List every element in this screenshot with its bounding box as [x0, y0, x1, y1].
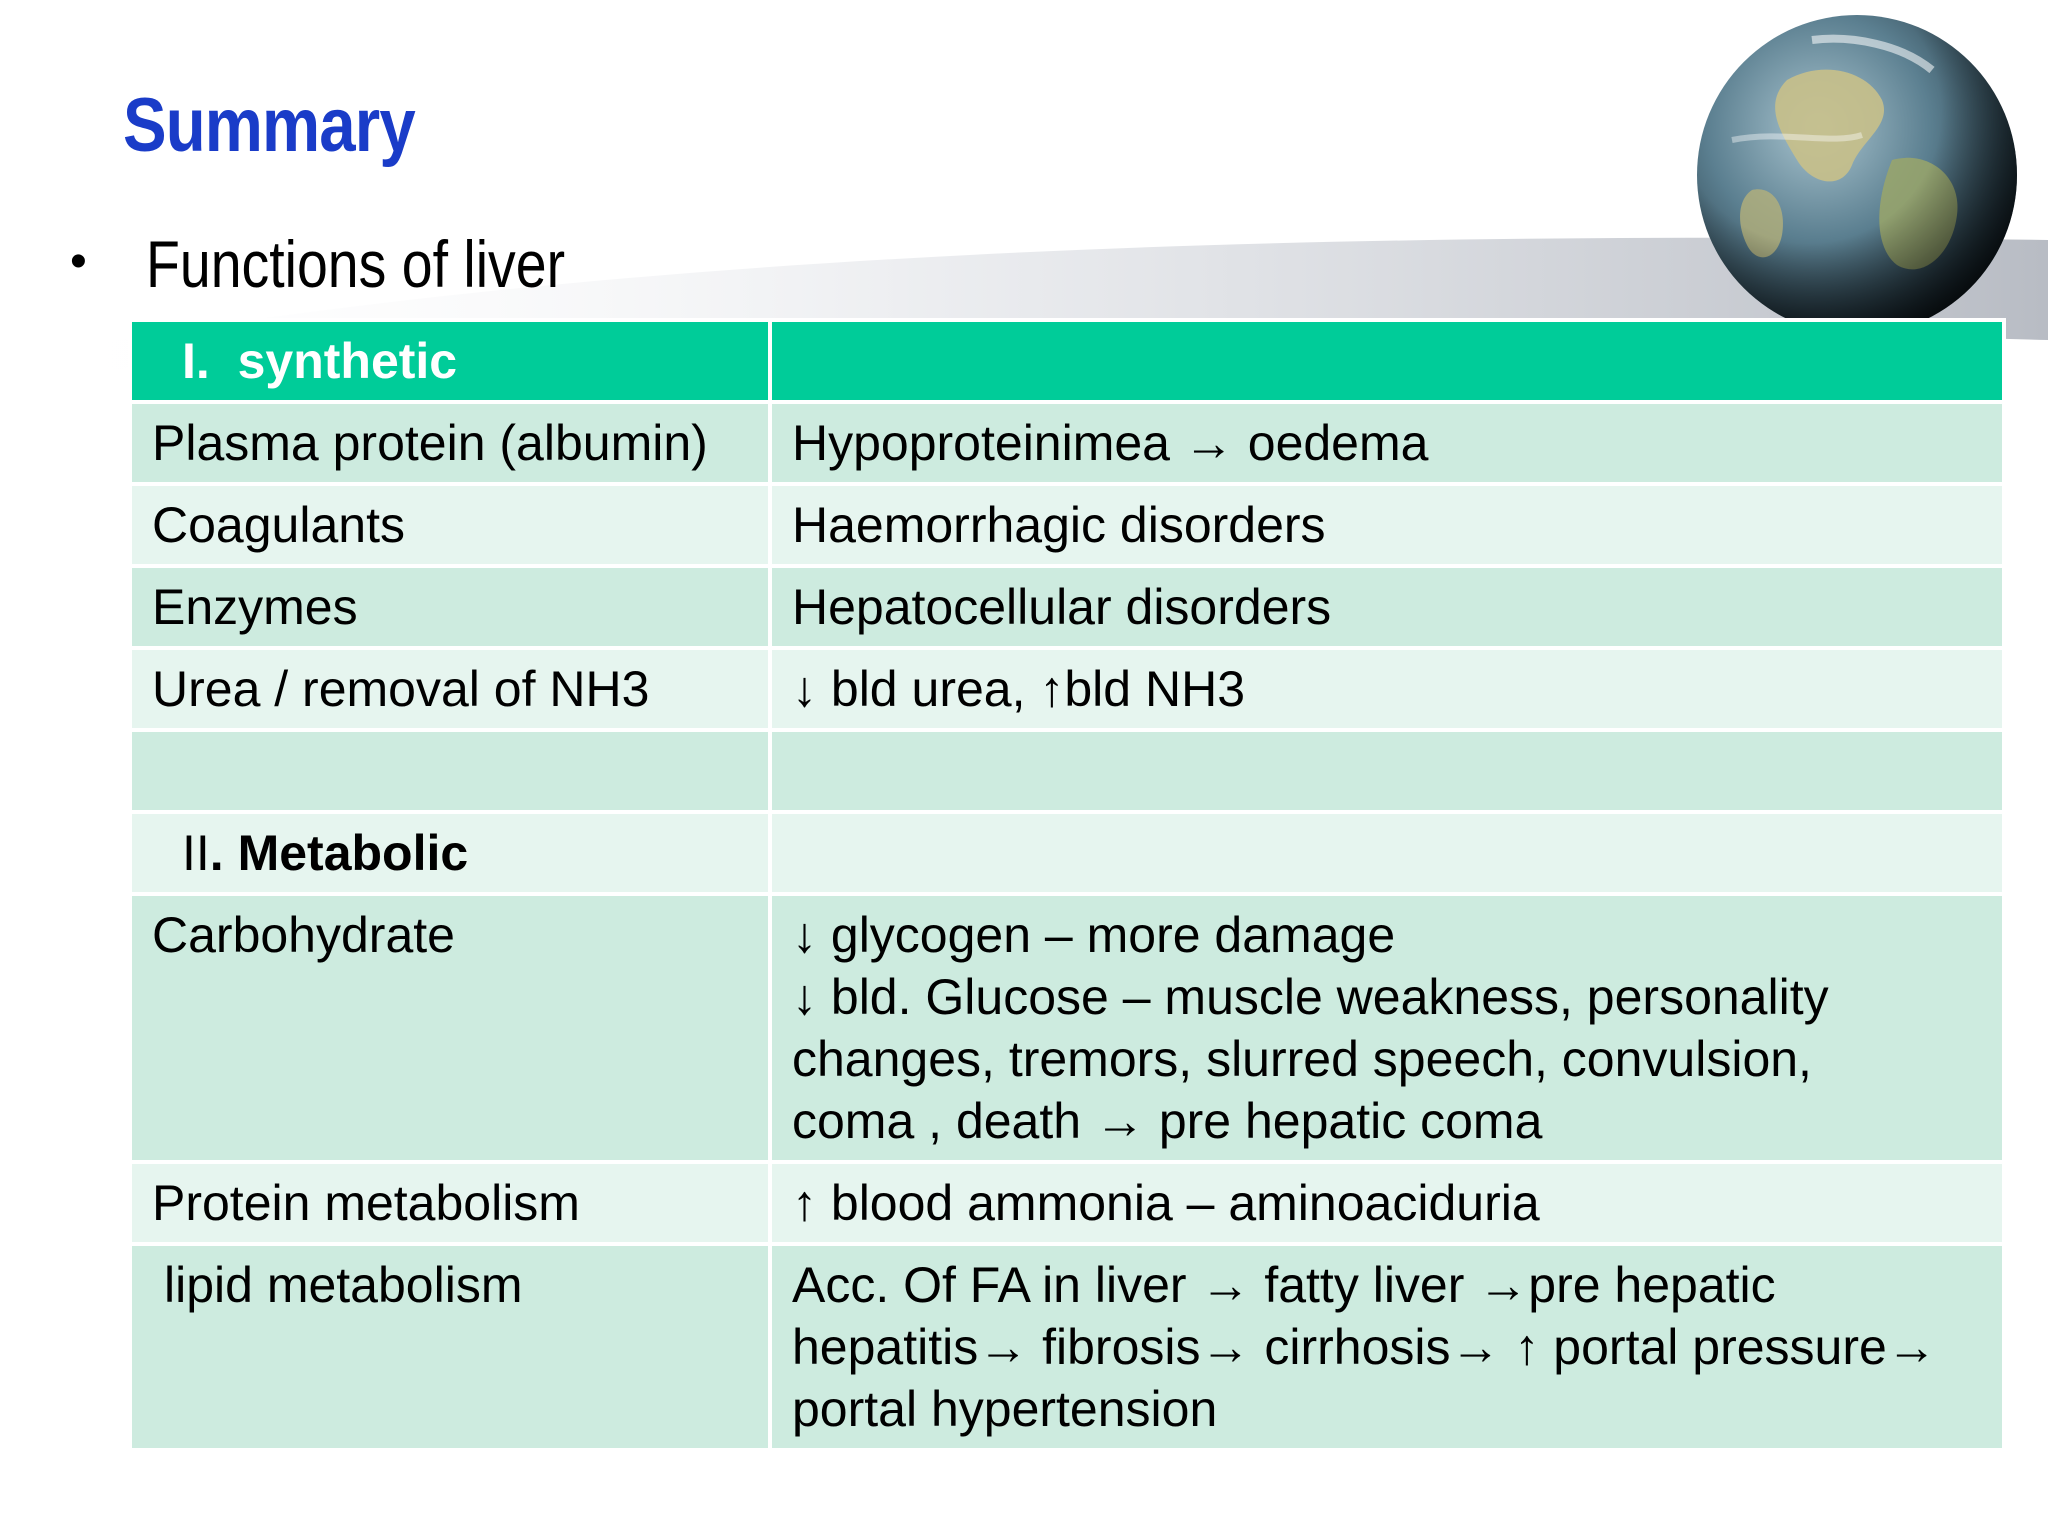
table-cell-function: Plasma protein (albumin): [130, 402, 770, 484]
bullet-icon: •: [70, 235, 87, 288]
table-cell-effect: [770, 894, 2004, 1162]
effect-line: Acc. Of FA in liver → fatty liver →pre hepatic: [792, 1257, 1776, 1313]
bullet-text: Functions of liver: [146, 227, 566, 301]
table-row: [130, 894, 2004, 1162]
table-cell-function: Urea / removal of NH3: [130, 648, 770, 730]
table-row: [130, 648, 2004, 730]
section-title: synthetic: [237, 333, 458, 389]
table-cell-function: Enzymes: [130, 566, 770, 648]
table-cell-effect: ↑ blood ammonia – aminoaciduria: [770, 1162, 2004, 1244]
table-cell-function: [130, 1244, 770, 1450]
table-cell-empty: [770, 812, 2004, 894]
globe-image: [1692, 10, 2022, 340]
section-title: . Metabolic: [209, 825, 469, 881]
table-row: [130, 1244, 2004, 1450]
table-cell-effect: [770, 1244, 2004, 1450]
table-cell-function: Coagulants: [130, 484, 770, 566]
table-cell-empty: [770, 730, 2004, 812]
table-section-cell: [130, 812, 770, 894]
table-cell-effect: Hepatocellular disorders: [770, 566, 2004, 648]
effect-line: hepatitis→ fibrosis→ cirrhosis→ ↑ portal pressure→: [792, 1319, 1937, 1375]
table-row: [130, 484, 2004, 566]
table-header-cell-empty: [770, 320, 2004, 402]
table-cell-function: Protein metabolism: [130, 1162, 770, 1244]
effect-line: coma , death → pre hepatic coma: [792, 1093, 1543, 1149]
table-row: [130, 1162, 2004, 1244]
table-cell-empty: [130, 730, 770, 812]
effect-line: changes, tremors, slurred speech, convulsion,: [792, 1031, 1812, 1087]
table-cell-effect: Haemorrhagic disorders: [770, 484, 2004, 566]
effect-line: ↓ glycogen – more damage: [792, 907, 1396, 963]
effect-line: portal hypertension: [792, 1381, 1218, 1437]
table-section-row: [130, 812, 2004, 894]
table-header-row: [130, 320, 2004, 402]
liver-functions-table: [128, 318, 2006, 1452]
section-numeral: II: [182, 825, 210, 881]
function-label: lipid metabolism: [164, 1257, 523, 1313]
table-header-cell: [130, 320, 770, 402]
effect-line: ↓ bld. Glucose – muscle weakness, personality: [792, 969, 1829, 1025]
table-cell-effect: Hypoproteinimea → oedema: [770, 402, 2004, 484]
table-row: [130, 402, 2004, 484]
table-row-empty: [130, 730, 2004, 812]
table-row: [130, 566, 2004, 648]
section-numeral: I.: [182, 333, 210, 389]
slide-title: Summary: [123, 83, 415, 168]
table-cell-function: Carbohydrate: [130, 894, 770, 1162]
table-cell-effect: ↓ bld urea, ↑bld NH3: [770, 648, 2004, 730]
